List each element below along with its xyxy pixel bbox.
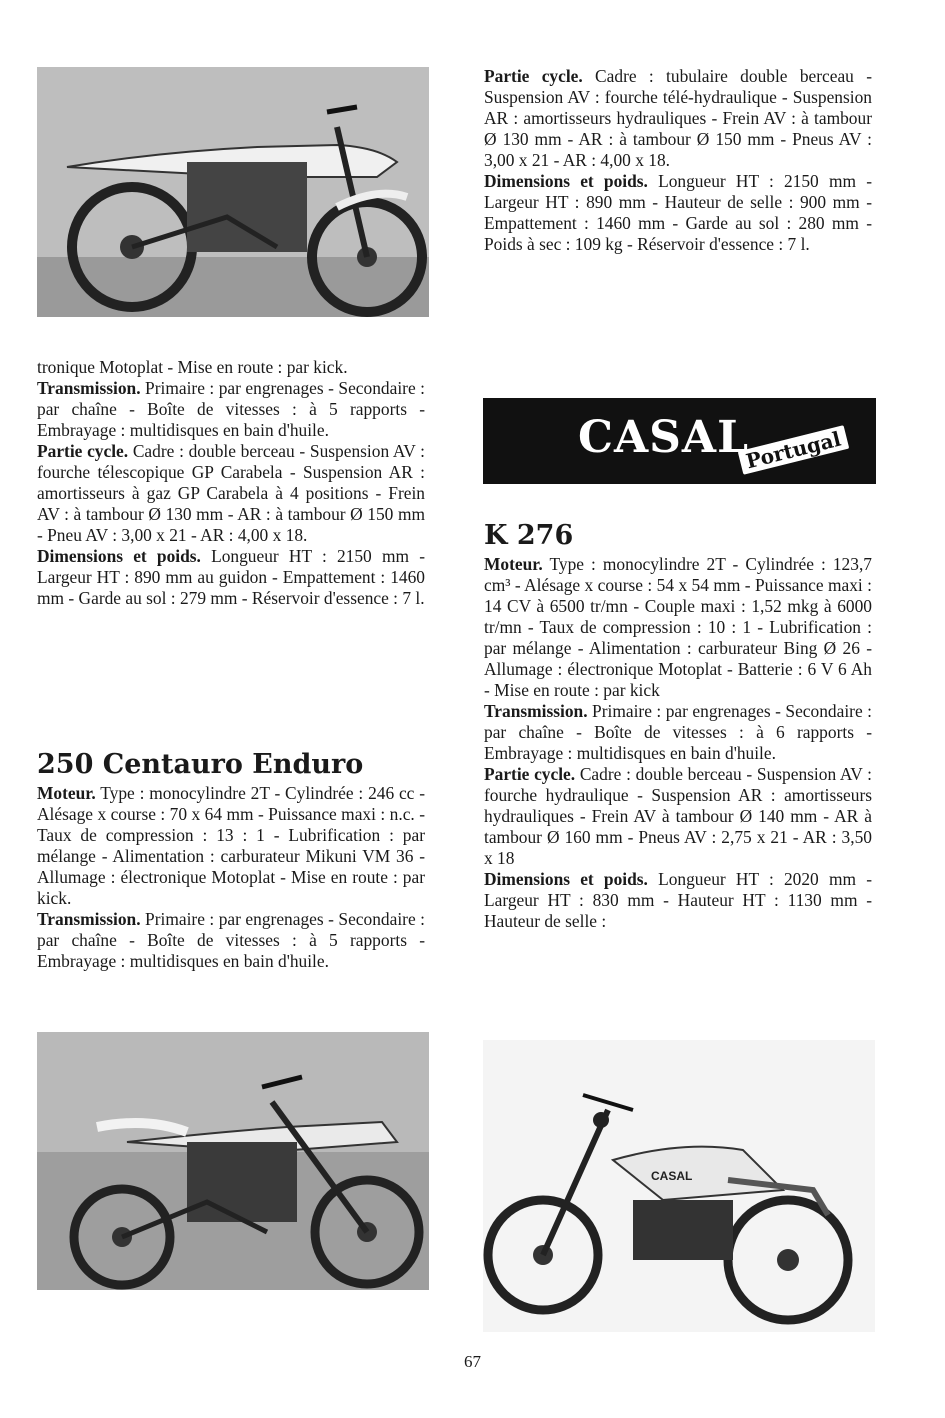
section-label: Dimensions et poids. bbox=[484, 171, 648, 191]
model-heading: K 276 bbox=[484, 520, 574, 551]
section-label: Moteur. bbox=[37, 783, 96, 803]
motorcycle-photo-casal-k276 bbox=[483, 1040, 875, 1332]
body-text: Primaire : par engrenages - Secondaire : par chaîne - Boîte de vitesses : à 5 rapports - Embrayage : multidisques en bain d'huile. bbox=[37, 378, 425, 440]
section-label: Moteur. bbox=[484, 554, 543, 574]
section-label: Transmission. bbox=[37, 378, 141, 398]
paragraph bbox=[37, 441, 425, 546]
body-text: Primaire : par engrenages - Secondaire : par chaîne - Boîte de vitesses : à 6 rapports - Embrayage : multidisques en bain d'huile. bbox=[484, 701, 872, 763]
casal-brand-banner bbox=[483, 398, 876, 484]
paragraph bbox=[37, 783, 425, 909]
paragraph: tronique Motoplat - Mise en route : par kick. bbox=[37, 357, 348, 377]
body-text: Cadre : double berceau - Suspension AV : fourche télescopique GP Carabela - Suspension AR : amortisseurs à gaz GP Carabela à 4 positions - Frein AV : à tambour Ø 130 mm - AR : à tambour Ø 150 mm - Pneu AV : 3,00 x 21 - AR : 4,00 x 18. bbox=[37, 441, 425, 545]
section-label: Transmission. bbox=[37, 909, 141, 929]
left-column-text bbox=[37, 357, 425, 609]
page-number: 67 bbox=[464, 1352, 481, 1371]
brand-country: Portugal bbox=[738, 425, 849, 475]
paragraph bbox=[484, 171, 872, 255]
paragraph bbox=[484, 701, 872, 764]
motorcycle-illustration bbox=[37, 1032, 429, 1290]
body-text: Longueur HT : 2150 mm - Largeur HT : 890 mm - Hauteur de selle : 900 mm - Empattement : 1460 mm - Garde au sol : 280 mm - Poids à sec : 109 kg - Réservoir d'essence : 7 l. bbox=[484, 171, 872, 254]
paragraph bbox=[37, 909, 425, 972]
paragraph bbox=[484, 764, 872, 869]
motorcycle-illustration bbox=[483, 1040, 875, 1332]
body-text: Longueur HT : 2020 mm - Largeur HT : 830 mm - Hauteur HT : 1130 mm - Hauteur de selle : bbox=[484, 869, 872, 931]
body-text: Longueur HT : 2150 mm - Largeur HT : 890 mm au guidon - Empattement : 1460 mm - Garde au sol : 279 mm - Réservoir d'essence : 7 l. bbox=[37, 546, 425, 608]
paragraph bbox=[484, 869, 872, 932]
paragraph bbox=[37, 546, 425, 609]
body-text: Type : monocylindre 2T - Cylindrée : 246 cc - Alésage x course : 70 x 64 mm - Puissance maxi : n.c. - Taux de compression : 13 : 1 - Lubrification : par mélange - Alimentation : carburateur Mikuni VM 36 - Allumage : électronique Motoplat - Mise en route : par kick. bbox=[37, 783, 425, 908]
tank-logo-text: CASAL bbox=[651, 1169, 693, 1183]
section-label: Partie cycle. bbox=[484, 764, 576, 784]
body-text: Cadre : tubulaire double berceau - Suspension AV : fourche télé-hydraulique - Suspension AR : amortisseurs hydrauliques - Frein AV : à tambour Ø 130 mm - AR : à tambour Ø 150 mm - Pneus AV : 3,00 x 21 - AR : 4,00 x 18. bbox=[484, 66, 872, 170]
section-label: Dimensions et poids. bbox=[37, 546, 201, 566]
k276-section bbox=[484, 520, 872, 932]
centauro-enduro-section bbox=[37, 749, 425, 972]
body-text: Cadre : double berceau - Suspension AV : fourche hydraulique - Suspension AR : amortisseurs hydrauliques - Frein AV à tambour Ø 140 mm - AR à tambour Ø 160 mm - Pneus AV : 2,75 x 21 - AR : 3,50 x 18 bbox=[484, 764, 872, 868]
brand-name: CASAL bbox=[578, 412, 750, 463]
right-column-top-text bbox=[484, 66, 872, 255]
section-label: Dimensions et poids. bbox=[484, 869, 648, 889]
body-text: Type : monocylindre 2T - Cylindrée : 123,7 cm³ - Alésage x course : 54 x 54 mm - Puissance maxi : 14 CV à 6500 tr/mn - Couple maxi : 1,52 mkg à 6000 tr/mn - Taux de compression : 10 : 1 - Lubrification : par mélange - Alimentation : carburateur Bing Ø 26 - Allumage : électronique Motoplat - Batterie : 6 V 6 Ah - Mise en route : par kick bbox=[484, 554, 872, 700]
paragraph bbox=[484, 554, 872, 701]
section-label: Transmission. bbox=[484, 701, 588, 721]
model-heading: 250 Centauro Enduro bbox=[37, 749, 364, 780]
body-text: Primaire : par engrenages - Secondaire : par chaîne - Boîte de vitesses : à 5 rapports - Embrayage : multidisques en bain d'huile. bbox=[37, 909, 425, 971]
motorcycle-illustration bbox=[37, 67, 429, 317]
paragraph bbox=[37, 378, 425, 441]
motorcycle-photo-top-left bbox=[37, 67, 429, 317]
section-label: Partie cycle. bbox=[37, 441, 129, 461]
section-label: Partie cycle. bbox=[484, 66, 583, 86]
paragraph bbox=[484, 66, 872, 171]
motorcycle-photo-centauro-enduro bbox=[37, 1032, 429, 1290]
